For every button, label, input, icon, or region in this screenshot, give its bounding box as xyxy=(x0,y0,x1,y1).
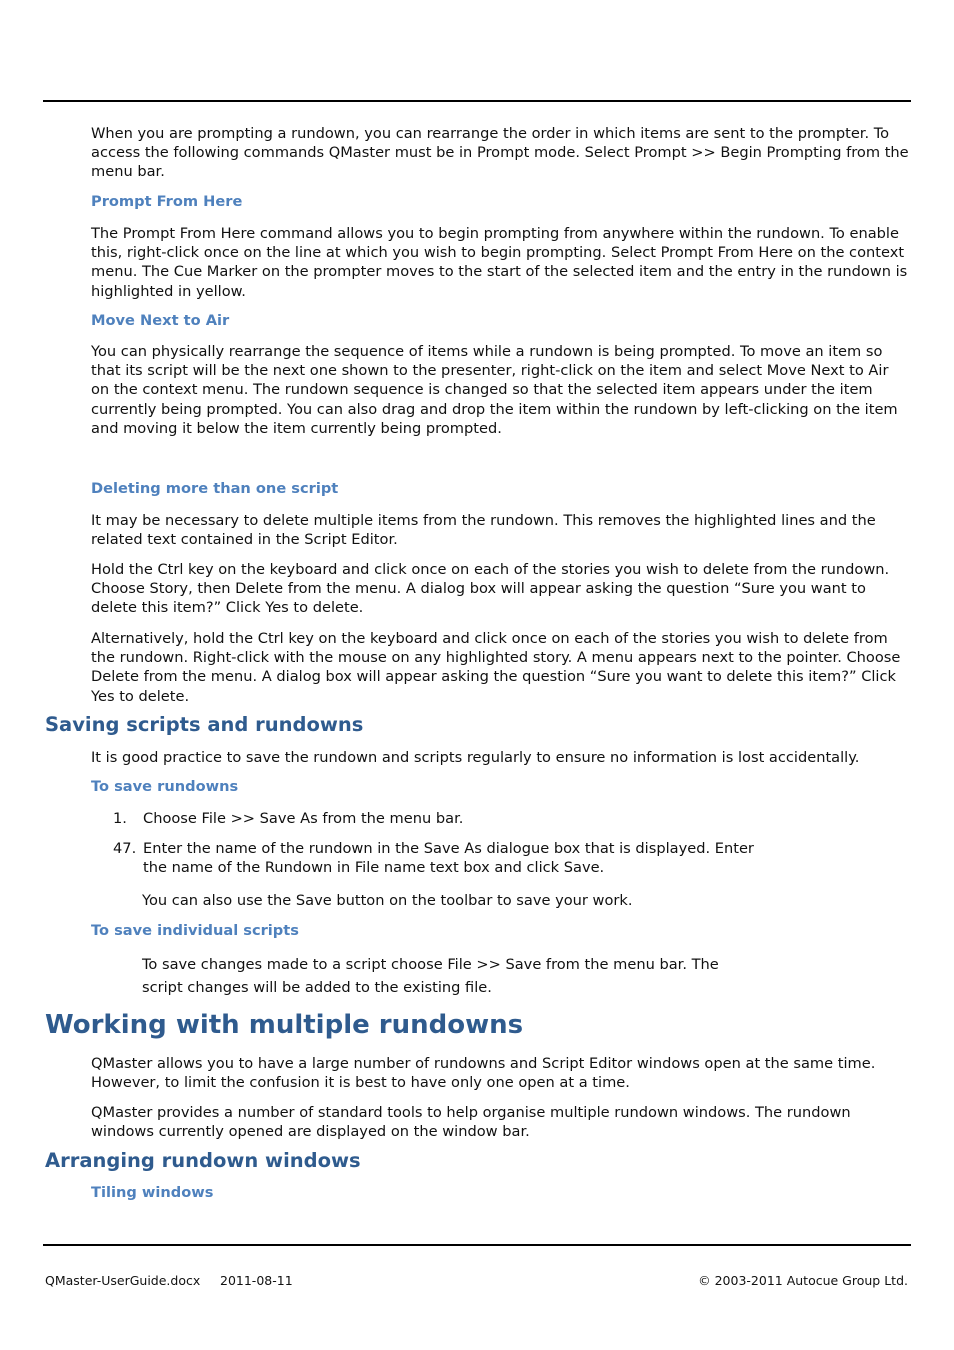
move-next-paragraph: You can physically rearrange the sequence of items while a rundown is being prompted. To move an item so that its script will be the next one shown to the presenter, right-click on the item and select Move Next to Air on the context menu. The rundown sequence is changed so that the selected item appears under the item currently being prompted. You can also drag and drop the item within the rundown by left-clicking on the item and moving it below the item currently being prompted. xyxy=(91,343,898,437)
saving-paragraph: It is good practice to save the rundown and scripts regularly to ensure no information is lost accidentally. xyxy=(91,749,860,766)
multiple-paragraph-2: QMaster provides a number of standard tools to help organise multiple rundown windows. The rundown windows currently opened are displayed on the window bar. xyxy=(91,1104,851,1141)
list-item-number: 47. xyxy=(113,840,137,857)
tiling-heading: Tiling windows xyxy=(91,1184,214,1201)
list-item-text: Enter the name of the rundown in the Save As dialogue box that is displayed. Enter the name of the Rundown in File name text box and click Save. xyxy=(143,840,754,877)
intro-paragraph: When you are prompting a rundown, you can rearrange the order in which items are sent to the prompter. To access the following commands QMaster must be in Prompt mode. Select Prompt >> Begin Prompting from the menu bar. xyxy=(91,125,909,181)
deleting-paragraph-2: Hold the Ctrl key on the keyboard and click once on each of the stories you wish to delete from the rundown. Choose Story, then Delete from the menu. A dialog box will appear asking the question “Sure you want to delete this item?” Click Yes to delete. xyxy=(91,561,890,617)
footer-rule xyxy=(43,1244,911,1246)
footer-copyright: © 2003-2011 Autocue Group Ltd. xyxy=(698,1273,908,1288)
save-scripts-heading: To save individual scripts xyxy=(91,922,299,939)
move-next-heading: Move Next to Air xyxy=(91,312,230,329)
save-scripts-line-2: script changes will be added to the existing file. xyxy=(142,979,492,996)
deleting-heading: Deleting more than one script xyxy=(91,480,339,497)
multiple-paragraph-1: QMaster allows you to have a large number of rundowns and Script Editor windows open at the same time. However, to limit the confusion it is best to have only one open at a time. xyxy=(91,1055,876,1092)
toolbar-note: You can also use the Save button on the toolbar to save your work. xyxy=(142,892,633,909)
save-scripts-line-1: To save changes made to a script choose File >> Save from the menu bar. The xyxy=(142,956,719,973)
footer-date: 2011-08-11 xyxy=(220,1273,293,1288)
saving-heading: Saving scripts and rundowns xyxy=(45,713,364,736)
multiple-rundowns-heading: Working with multiple rundowns xyxy=(45,1010,524,1040)
arranging-heading: Arranging rundown windows xyxy=(45,1149,361,1172)
prompt-from-here-paragraph: The Prompt From Here command allows you to begin prompting from anywhere within the rundown. To enable this, right-click once on the line at which you wish to begin prompting. Select Prompt From Here on the context menu. The Cue Marker on the prompter moves to the start of the selected item and the entry in the rundown is highlighted in yellow. xyxy=(91,225,908,300)
footer-filename: QMaster-UserGuide.docx xyxy=(45,1273,201,1288)
header-rule xyxy=(43,100,911,102)
list-item-text: Choose File >> Save As from the menu bar. xyxy=(143,810,464,827)
list-item-number: 1. xyxy=(113,810,127,827)
deleting-paragraph-3: Alternatively, hold the Ctrl key on the keyboard and click once on each of the stories you wish to delete from the rundown. Right-click with the mouse on any highlighted story. A menu appears next to the pointer. Choose Delete from the menu. A dialog box will appear asking the question “Sure you want to delete this item?” Click Yes to delete. xyxy=(91,630,901,705)
save-rundowns-heading: To save rundowns xyxy=(91,778,239,795)
deleting-paragraph-1: It may be necessary to delete multiple items from the rundown. This removes the highlighted lines and the related text contained in the Script Editor. xyxy=(91,512,876,549)
prompt-from-here-heading: Prompt From Here xyxy=(91,193,243,210)
